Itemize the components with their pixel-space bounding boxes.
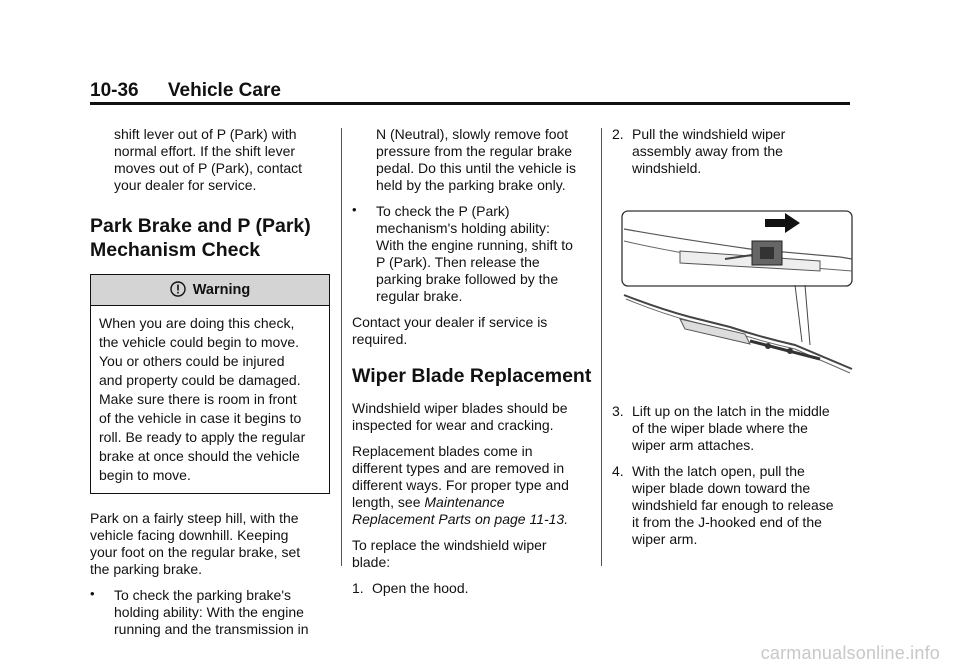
cross-reference-page: Replacement Parts on page 11-13. — [352, 511, 569, 527]
continued-paragraph: shift lever out of P (Park) with normal effort. If the shift lever moves out of P (Park), contact your dealer for service. — [114, 126, 303, 193]
cross-reference: Maintenance — [424, 494, 505, 510]
paragraph-park-hill: Park on a fairly steep hill, with the vehicle facing downhill. Keeping your foot on the regular brake, set the parking brake. — [90, 510, 301, 577]
continued-bullet-text: N (Neutral), slowly remove foot pressure from the regular brake pedal. Do this until the vehicle is held by the parking brake only. — [376, 126, 576, 193]
step-1: 1. Open the hood. — [352, 580, 469, 596]
heading-wiper-blade: Wiper Blade Replacement — [352, 365, 592, 387]
watermark: carmanualsonline.info — [760, 643, 940, 663]
paragraph-contact-dealer: Contact your dealer if service is required. — [352, 314, 548, 347]
step-3: 3. Lift up on the latch in the middle of the wiper blade where the wiper arm attaches. — [612, 403, 830, 453]
header-rule — [90, 102, 850, 105]
column-2 — [352, 126, 592, 606]
column-3 — [612, 126, 852, 557]
bullet-parking-brake-check: • To check the parking brake's holding ability: With the engine running and the transmission in — [90, 586, 309, 637]
warning-box — [90, 274, 330, 494]
warning-icon — [170, 281, 186, 297]
warning-text: When you are doing this check, the vehicle could begin to move. You or others could be injured and property could be damaged. Make sure there is room in front of the vehicle in case it begins to roll. Be ready to apply the regular brake at once should the vehicle begin to move. — [99, 315, 306, 483]
step-4: 4. With the latch open, pull the wiper blade down toward the windshield far enough to release it from the J-hooked end of the wiper arm. — [612, 463, 834, 547]
column-divider-1 — [341, 128, 342, 566]
bullet-park-mechanism-check: • To check the P (Park) mechanism's holding ability: With the engine running, shift to P (Park). Then release the parking brake followed by the regular brake. — [352, 202, 573, 304]
heading-park-brake: Park Brake and P (Park) Mechanism Check — [90, 215, 311, 261]
warning-header — [91, 275, 329, 306]
section-title: Vehicle Care — [167, 80, 281, 101]
bullet-icon: • — [352, 202, 357, 217]
page-header — [90, 80, 281, 102]
bullet-icon: • — [90, 586, 95, 601]
warning-title: Warning — [192, 282, 251, 298]
paragraph-replacement-blades: Replacement blades come in different types and are removed in different ways. For proper type and length, see Maintenance Replacement Parts on page 11-13. — [352, 443, 569, 527]
page-number: 10-36 — [90, 80, 139, 101]
wiper-assembly-image — [620, 199, 860, 379]
paragraph-inspect: Windshield wiper blades should be inspected for wear and cracking. — [352, 400, 568, 433]
wiper-illustration — [620, 199, 860, 379]
paragraph-to-replace: To replace the windshield wiper blade: — [352, 537, 547, 570]
step-2: 2. Pull the windshield wiper assembly away from the windshield. — [612, 126, 786, 176]
column-divider-2 — [601, 128, 602, 566]
column-1 — [90, 126, 332, 647]
